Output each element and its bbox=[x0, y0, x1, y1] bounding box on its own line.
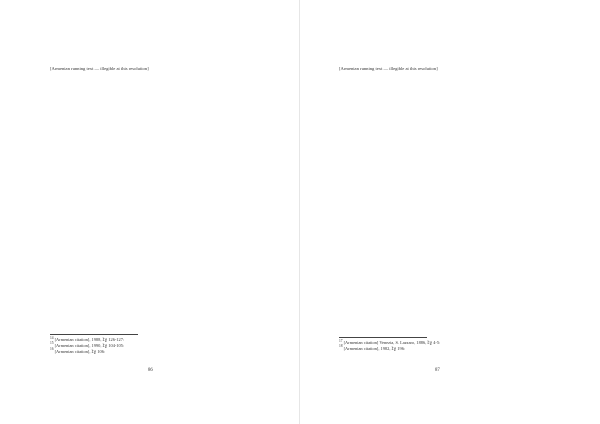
footnote-marker: 18 bbox=[339, 344, 343, 349]
right-footnotes bbox=[339, 340, 538, 352]
right-page-body-text: [Armenian running text — illegible at this resolution] bbox=[339, 66, 438, 71]
footnote-text: [Armenian citation], 1990, էջ 104-105: bbox=[54, 342, 125, 348]
footnote-marker: 14 bbox=[50, 335, 54, 340]
footnote-marker: 15 bbox=[50, 341, 54, 346]
left-page-body-text: [Armenian running text — illegible at this resolution] bbox=[50, 66, 149, 71]
footnote bbox=[50, 349, 249, 355]
footnote-text: [Armenian citation], էջ 106: bbox=[54, 348, 106, 354]
left-footnote-rule bbox=[50, 334, 138, 335]
page-number: 86 bbox=[148, 368, 153, 373]
page-number: 87 bbox=[435, 368, 440, 373]
footnote-text: [Armenian citation] Venezia, S. Lazzaro, 1886, էջ 4-5: bbox=[343, 340, 441, 345]
footnote-marker: 16 bbox=[50, 347, 54, 352]
footnote-text: [Armenian citation], 1982, էջ 196: bbox=[343, 345, 406, 351]
footnote-text: [Armenian citation], 1988, էջ 126-127: bbox=[54, 337, 125, 342]
footnote bbox=[339, 346, 538, 352]
right-page bbox=[300, 0, 600, 424]
footnote-marker: 17 bbox=[339, 338, 343, 343]
right-footnote-rule bbox=[339, 337, 427, 338]
left-footnotes bbox=[50, 337, 249, 354]
